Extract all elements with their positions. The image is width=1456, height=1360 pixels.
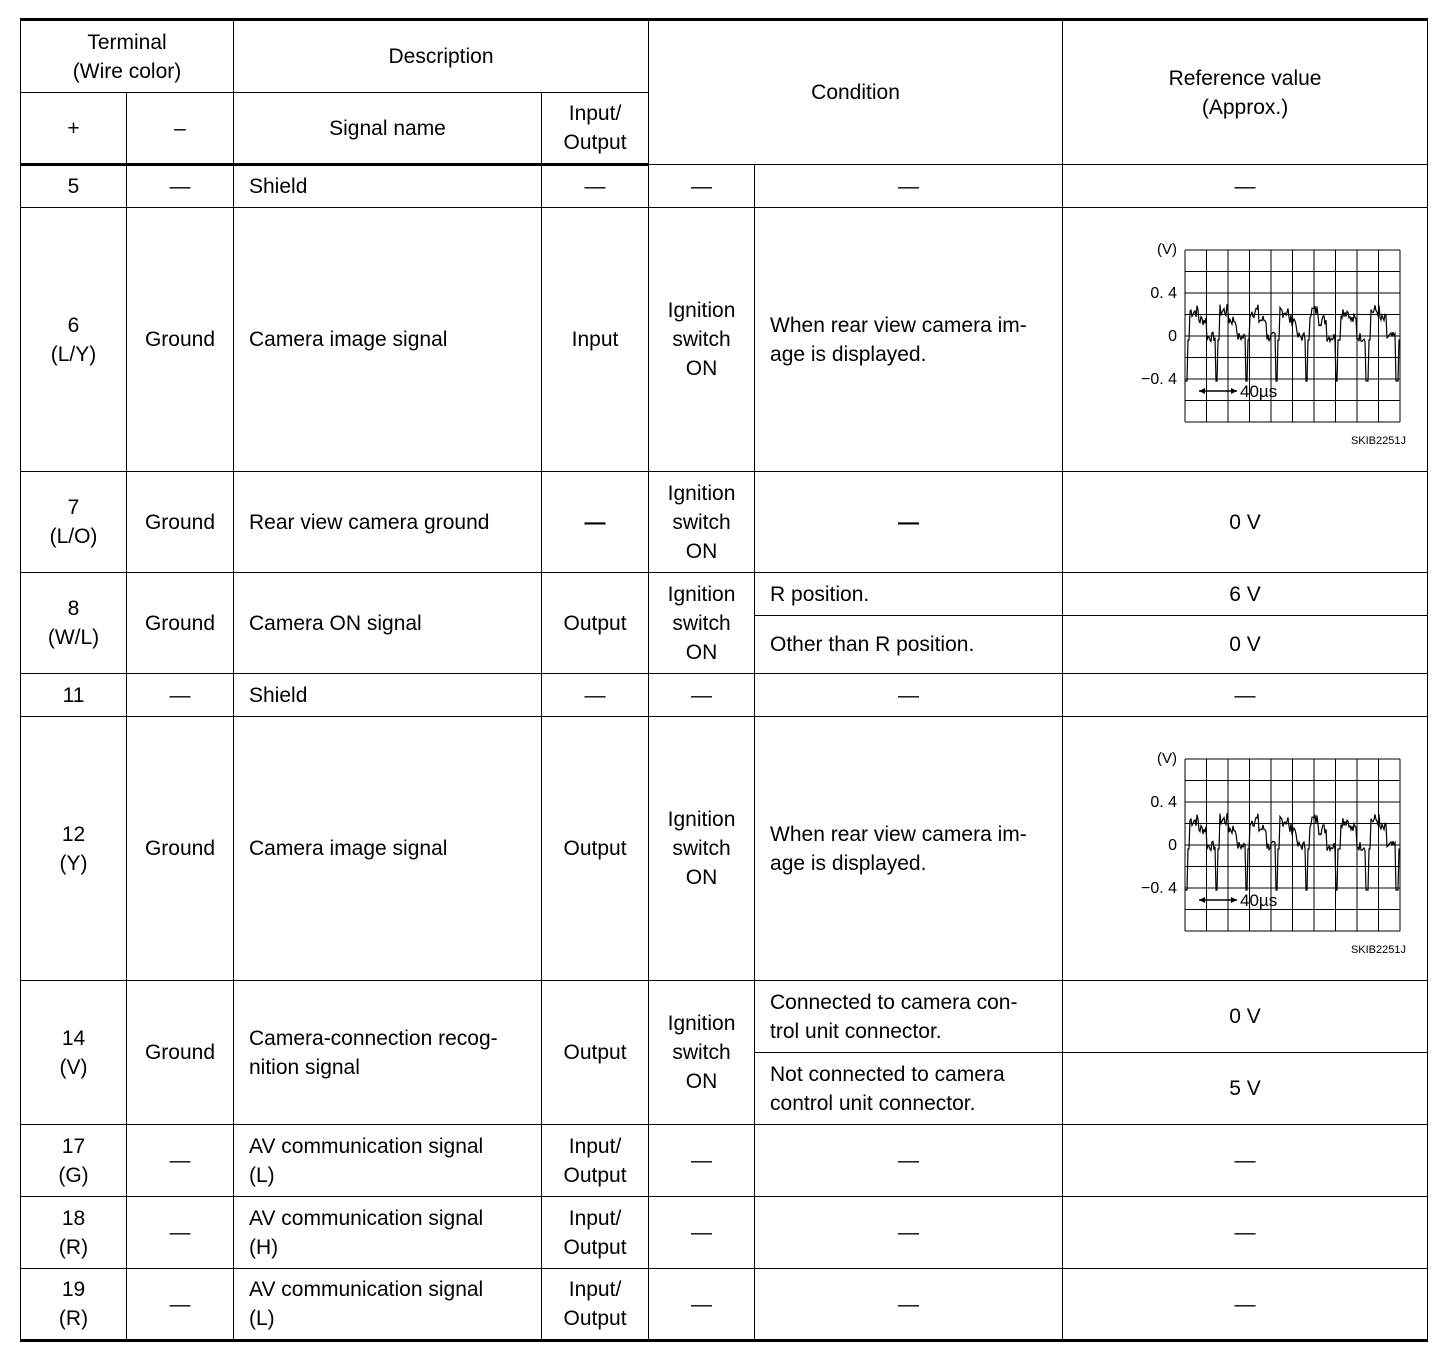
condition-cell: — — [649, 1269, 755, 1341]
signal-name-cell — [234, 1197, 542, 1269]
reference-cell: 0 V — [1063, 981, 1428, 1053]
condition-detail-line: age is displayed. — [770, 342, 927, 366]
reference-cell: 0 V — [1063, 472, 1428, 573]
arrow-head-icon — [1199, 897, 1205, 903]
minus-cell: — — [127, 1197, 234, 1269]
figure-id-label: SKIB2251J — [1350, 943, 1407, 956]
terminal-cell — [21, 1269, 127, 1341]
terminal-number: 8 — [67, 597, 80, 620]
terminal-cell — [21, 1197, 127, 1269]
reference-cell: — — [1063, 1125, 1428, 1197]
condition-cell — [649, 472, 755, 573]
signal-name-line: AV communication signal — [249, 1206, 484, 1230]
io-cell: Output — [542, 573, 649, 674]
io-cell: Output — [542, 717, 649, 981]
waveform-unit-label: (V) — [1157, 749, 1178, 767]
header-description: Description — [234, 20, 649, 93]
table-row — [21, 165, 1428, 208]
io-cell: — — [542, 165, 649, 208]
io-line: Input/ — [568, 1134, 622, 1158]
wire-color: (W/L) — [47, 626, 100, 649]
header-approx-label: (Approx.) — [1201, 95, 1289, 119]
signal-name-line: (L) — [249, 1307, 275, 1330]
table-row — [21, 1125, 1428, 1197]
header-terminal-label: Terminal — [87, 30, 167, 54]
signal-name-cell: Rear view camera ground — [234, 472, 542, 573]
condition-detail-cell — [755, 1053, 1063, 1125]
table-row — [21, 674, 1428, 717]
condition-detail-line: age is displayed. — [770, 851, 927, 875]
signal-name-line: nition signal — [249, 1055, 360, 1079]
condition-line: ON — [685, 640, 718, 664]
header-terminal — [21, 20, 234, 93]
signal-name-line: AV communication signal — [249, 1278, 484, 1301]
terminal-number: 12 — [61, 822, 86, 846]
condition-detail-cell: — — [755, 674, 1063, 717]
io-cell — [542, 1197, 649, 1269]
io-cell: Output — [542, 981, 649, 1125]
terminal-cell — [21, 208, 127, 472]
condition-detail-cell — [755, 981, 1063, 1053]
condition-line: switch — [672, 611, 731, 635]
condition-line: ON — [685, 357, 718, 380]
scope-grid — [1185, 759, 1400, 931]
arrow-head-icon — [1231, 388, 1237, 394]
condition-line: Ignition — [667, 582, 736, 606]
condition-detail-cell — [755, 717, 1063, 981]
waveform-y-label: 0. 4 — [1150, 793, 1178, 811]
header-reference-value — [1063, 20, 1428, 165]
terminal-number: 7 — [67, 496, 80, 519]
signal-name-cell — [234, 981, 542, 1125]
terminal-number: 14 — [61, 1026, 86, 1050]
reference-cell — [1063, 717, 1428, 981]
scope-grid — [1185, 250, 1400, 422]
signal-name-line: (L) — [249, 1163, 275, 1187]
condition-detail-cell: — — [755, 1269, 1063, 1341]
signal-name-cell: Camera image signal — [234, 208, 542, 472]
terminal-cell — [21, 717, 127, 981]
waveform-y-label: 0. 4 — [1150, 284, 1178, 302]
waveform-figure — [1095, 230, 1407, 450]
wire-color: (R) — [58, 1307, 89, 1330]
waveform-y-label: 0 — [1168, 327, 1178, 345]
table-row — [21, 208, 1428, 472]
condition-detail-line: trol unit connector. — [770, 1019, 942, 1043]
minus-cell: — — [127, 1125, 234, 1197]
signal-name-cell — [234, 1269, 542, 1341]
condition-line: ON — [685, 1070, 718, 1093]
header-signal-name: Signal name — [234, 93, 542, 165]
table-row — [21, 1197, 1428, 1269]
condition-line: Ignition — [667, 1012, 736, 1035]
waveform-y-label: −0. 4 — [1141, 370, 1178, 388]
arrow-head-icon — [1231, 897, 1237, 903]
signal-name-cell: Shield — [234, 674, 542, 717]
terminal-number: 17 — [61, 1134, 86, 1158]
header-minus: – — [127, 93, 234, 165]
minus-cell: — — [127, 165, 234, 208]
io-cell — [542, 1125, 649, 1197]
wire-color: (R) — [58, 1235, 89, 1259]
terminal-cell: 11 — [21, 674, 127, 717]
reference-cell: 6 V — [1063, 573, 1428, 616]
wire-color: (Y) — [59, 851, 88, 875]
condition-cell — [649, 573, 755, 674]
condition-detail-cell: R position. — [755, 573, 1063, 616]
reference-cell: — — [1063, 1197, 1428, 1269]
arrow-head-icon — [1199, 388, 1205, 394]
terminal-cell — [21, 472, 127, 573]
condition-cell: — — [649, 1197, 755, 1269]
reference-cell: — — [1063, 1269, 1428, 1341]
condition-detail-cell: — — [755, 165, 1063, 208]
io-line: Input/ — [568, 1206, 622, 1230]
minus-cell: Ground — [127, 208, 234, 472]
io-line: Output — [563, 1163, 627, 1187]
reference-cell: — — [1063, 165, 1428, 208]
condition-cell: — — [649, 165, 755, 208]
condition-line: switch — [672, 837, 731, 860]
terminal-cell — [21, 573, 127, 674]
wire-color: (G) — [58, 1163, 89, 1187]
condition-line: switch — [672, 1041, 731, 1064]
condition-detail-line: When rear view camera im- — [770, 313, 1027, 337]
terminal-number: 19 — [61, 1278, 86, 1301]
header-wire-color-label: (Wire color) — [72, 59, 182, 83]
minus-cell: — — [127, 1269, 234, 1341]
condition-detail-line: Not connected to camera — [770, 1062, 1005, 1086]
io-line: Output — [563, 1307, 627, 1330]
signal-name-cell: Camera image signal — [234, 717, 542, 981]
io-line: Input/ — [568, 1278, 622, 1301]
signal-name-line: Camera-connection recog- — [249, 1026, 498, 1050]
header-io-line1: Input/ — [568, 102, 622, 125]
condition-line: switch — [672, 510, 731, 534]
condition-detail-cell — [755, 208, 1063, 472]
waveform-y-label: −0. 4 — [1141, 879, 1178, 897]
terminal-cell: 5 — [21, 165, 127, 208]
io-cell: Input — [542, 208, 649, 472]
condition-line: Ignition — [667, 299, 736, 322]
reference-cell: — — [1063, 674, 1428, 717]
table-row — [21, 573, 1428, 616]
table-row — [21, 1269, 1428, 1341]
table-row — [21, 717, 1428, 981]
signal-name-line: (H) — [249, 1235, 279, 1259]
wire-color: (V) — [59, 1055, 88, 1079]
condition-cell — [649, 208, 755, 472]
condition-line: Ignition — [667, 481, 736, 505]
signal-name-cell: Shield — [234, 165, 542, 208]
signal-name-line: AV communication signal — [249, 1134, 484, 1158]
condition-detail-cell: Other than R position. — [755, 616, 1063, 674]
wire-color: (L/O) — [49, 525, 98, 548]
condition-detail-cell: — — [755, 1197, 1063, 1269]
header-reference-label: Reference value — [1168, 66, 1322, 90]
minus-cell: Ground — [127, 573, 234, 674]
wire-color: (L/Y) — [50, 342, 97, 366]
signal-name-cell — [234, 1125, 542, 1197]
condition-cell: — — [649, 1125, 755, 1197]
minus-cell: Ground — [127, 717, 234, 981]
minus-cell: Ground — [127, 472, 234, 573]
table-row — [21, 981, 1428, 1053]
condition-detail-cell: — — [755, 1125, 1063, 1197]
waveform-y-label: 0 — [1168, 836, 1178, 854]
minus-cell: Ground — [127, 981, 234, 1125]
table-row — [21, 472, 1428, 573]
condition-detail-line: Connected to camera con- — [770, 990, 1018, 1014]
condition-line: switch — [672, 328, 731, 351]
signal-name-cell: Camera ON signal — [234, 573, 542, 674]
io-cell: — — [542, 674, 649, 717]
reference-cell: 5 V — [1063, 1053, 1428, 1125]
terminal-cell — [21, 981, 127, 1125]
condition-cell — [649, 717, 755, 981]
terminal-number: 18 — [61, 1206, 86, 1230]
reference-cell: 0 V — [1063, 616, 1428, 674]
condition-detail-cell: — — [755, 472, 1063, 573]
terminal-cell — [21, 1125, 127, 1197]
waveform-figure — [1095, 739, 1407, 959]
reference-cell — [1063, 208, 1428, 472]
waveform-time-label: 40µs — [1240, 381, 1278, 401]
io-line: Output — [563, 1235, 627, 1259]
minus-cell: — — [127, 674, 234, 717]
waveform-unit-label: (V) — [1157, 240, 1178, 258]
condition-line: ON — [685, 866, 718, 889]
condition-detail-line: control unit connector. — [770, 1091, 976, 1115]
condition-line: ON — [685, 539, 718, 563]
waveform-time-label: 40µs — [1240, 890, 1278, 910]
condition-cell — [649, 981, 755, 1125]
io-cell: — — [542, 472, 649, 573]
terminal-reference-table — [20, 18, 1428, 1342]
header-input-output — [542, 93, 649, 165]
io-cell — [542, 1269, 649, 1341]
terminal-number: 6 — [67, 313, 80, 337]
header-io-line2: Output — [563, 131, 627, 154]
figure-id-label: SKIB2251J — [1350, 434, 1407, 447]
condition-cell: — — [649, 674, 755, 717]
condition-line: Ignition — [667, 808, 736, 831]
condition-detail-line: When rear view camera im- — [770, 822, 1027, 846]
header-condition: Condition — [649, 20, 1063, 165]
header-plus: + — [21, 93, 127, 165]
